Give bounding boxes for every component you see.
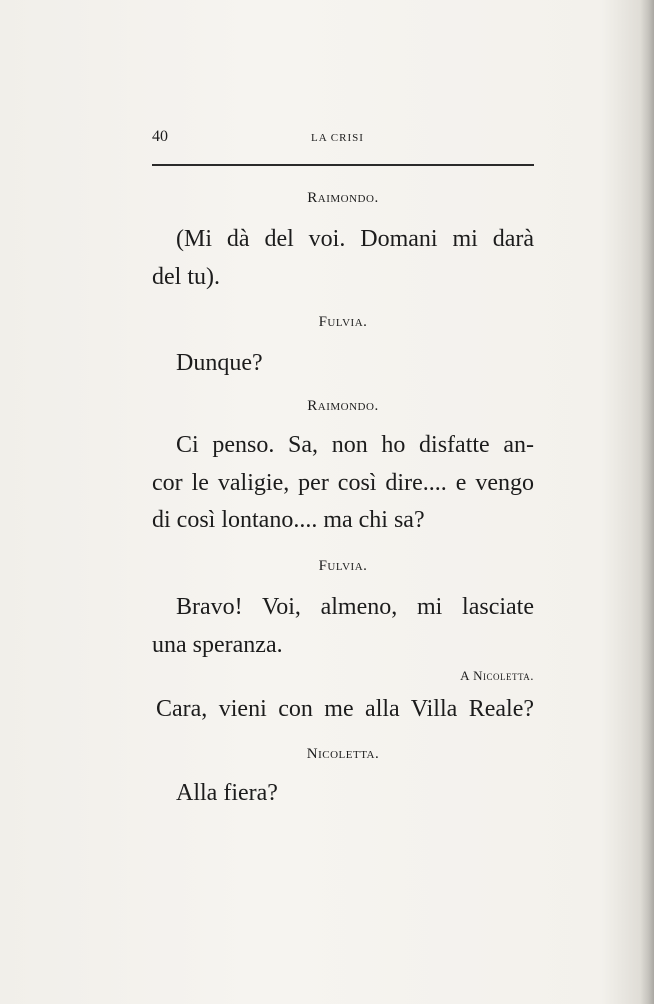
speaker-raimondo: Raimondo. [307,398,379,414]
stage-direction: A Nicoletta. [460,668,534,683]
speaker-fulvia: Fulvia. [318,558,368,574]
dialogue-line: una speranza. [152,632,283,658]
dialogue-line: del tu). [152,264,220,290]
dialogue-line: (Mi dà del voi. Domani mi darà [176,226,534,252]
dialogue-line: Ci penso. Sa, non ho disfatte an- [176,432,534,458]
page-header [152,128,534,152]
dialogue-line: cor le valigie, per così dire.... e vengo [152,470,534,496]
speaker-fulvia: Fulvia. [318,314,368,330]
dialogue-line: Alla fiera? [176,780,278,806]
dialogue-line: Cara, vieni con me alla Villa Reale? [156,696,534,722]
speaker-nicoletta: Nicoletta. [306,746,380,762]
speaker-raimondo: Raimondo. [307,190,379,206]
dialogue-line: Bravo! Voi, almeno, mi lasciate [176,594,534,620]
dialogue-line: Dunque? [176,350,263,376]
page-number: 40 [152,128,168,145]
running-title: LA CRISI [311,132,364,144]
header-rule [152,164,534,166]
dialogue-line: di così lontano.... ma chi sa? [152,507,425,533]
page-edge-shadow [640,0,654,1004]
